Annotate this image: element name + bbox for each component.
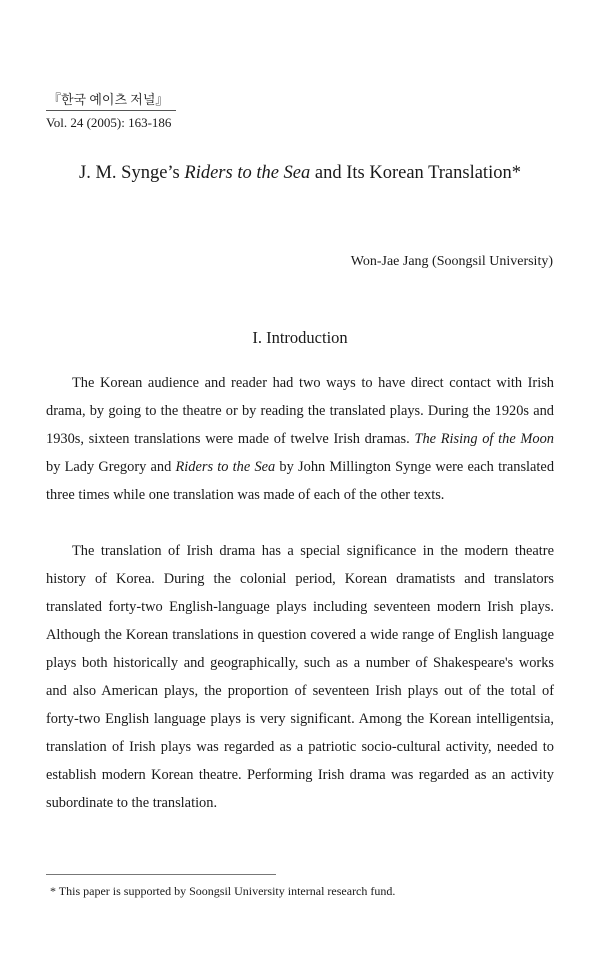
title-prefix: J. M. Synge’s (79, 163, 185, 183)
paragraph-1-italic-2: Riders to the Sea (175, 459, 276, 475)
author-line: Won-Jae Jang (Soongsil University) (350, 254, 553, 269)
paragraph-1-part-2: by Lady Gregory and (46, 459, 176, 475)
journal-name: 『한국 예이츠 저널』 (46, 92, 176, 111)
footnote-divider (46, 874, 276, 875)
paragraph-1-part-3: by John Millington Synge were each translated three times while one translation was made of each of the other texts. (46, 459, 555, 503)
footnote: * This paper is supported by Soongsil University internal research fund. (50, 884, 396, 898)
title-italic-work: Riders to the Sea (184, 163, 311, 183)
journal-volume: Vol. 24 (2005): 163-186 (46, 115, 172, 130)
paragraph-1 (46, 369, 554, 509)
paragraph-2: The translation of Irish drama has a special significance in the modern theatre history of Korea. During the colonial period, Korean dramatists and translators translated forty-two English-language plays including seventeen modern Irish plays. Although the Korean translations in question covered a wide range of English language plays both historically and geographically, such as a number of Shakespeare's works and also American plays, the proportion of seventeen Irish plays out of the total of forty-two English language plays is very significant. Among the Korean intelligentsia, translation of Irish plays was regarded as a patriotic socio-cultural activity, needed to establish modern Korean theatre. Performing Irish drama was regarded as an activity subordinate to the translation. (46, 543, 554, 811)
paragraph-1-part-1: The Korean audience and reader had two ways to have direct contact with Irish drama, by going to the theatre or by reading the translated plays. During the 1920s and 1930s, sixteen translations were made of twelve Irish dramas. (46, 375, 554, 447)
paper-title (0, 160, 600, 186)
section-heading: I. Introduction (252, 328, 348, 347)
journal-header (46, 92, 176, 131)
paragraph-1-italic-1: The Rising of the Moon (414, 431, 554, 447)
title-suffix: and Its Korean Translation* (310, 163, 521, 183)
